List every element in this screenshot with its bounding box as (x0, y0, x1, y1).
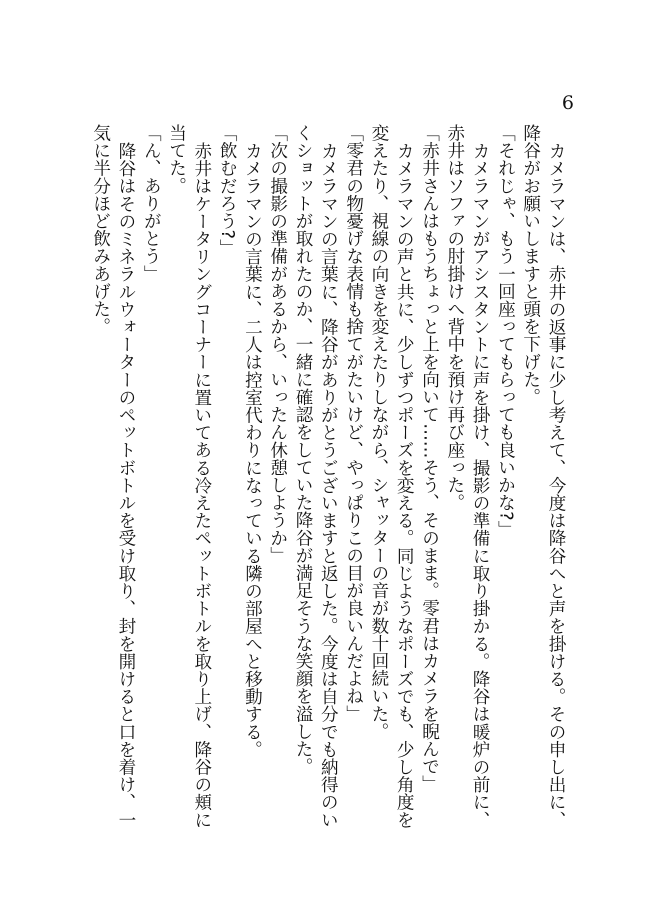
paragraph: カメラマンの声と共に、少しずつポーズを変える。同じようなポーズでも、少し角度を変えたり、視線の向きを変えたりしながら、シャッターの音が数十回続いた。 (368, 124, 415, 828)
paragraph: カメラマンがアシスタントに声を掛け、撮影の準備に取り掛かる。降谷は暖炉の前に、赤井はソファの肘掛けへ背中を預け再び座った。 (444, 124, 491, 828)
dialogue-line: 「飲むだろう?」 (217, 124, 238, 257)
vertical-text-body (68, 124, 568, 844)
paragraph: カメラマンの言葉に、二人は控室代わりになっている隣の部屋へと移動する。 (242, 141, 263, 758)
dialogue-line: 「それじゃ、もう一回座ってもらっても良いかな?」 (495, 124, 516, 539)
paragraph: カメラマンは、赤井の返事に少し考えて、今度は降谷へと声を掛ける。その申し出に、降谷がお願いしますと頭を下げた。 (520, 124, 566, 828)
dialogue-line: 「ん、ありがとう」 (141, 124, 162, 283)
dialogue-line: 「次の撮影の準備があるから、いったん休憩しようか」 (267, 124, 288, 564)
dialogue-line: 「零君の物憂げな表情も捨てがたいけど、やっぱりこの目が良いんだよね」 (343, 124, 364, 723)
page-number: 6 (561, 92, 574, 114)
paragraph: 赤井はケータリングコーナーに置いてある冷えたペットボトルを取り上げ、降谷の頬に当てた。 (166, 124, 212, 828)
paragraph: 降谷はそのミネラルウォーターのペットボトルを受け取り、封を開けると口を着け、一気に半分ほど飲みあげた。 (90, 124, 136, 828)
dialogue-line: 「赤井さんはもうちょっと上を向いて……そう、そのまま。零君はカメラを睨んで」 (419, 124, 440, 793)
paragraph: カメラマンの言葉に、降谷がありがとうございますと返した。今度は自分でも納得のいくショットが取れたのか、一緒に確認をしていた降谷が満足そうな笑顔を溢した。 (293, 124, 339, 828)
